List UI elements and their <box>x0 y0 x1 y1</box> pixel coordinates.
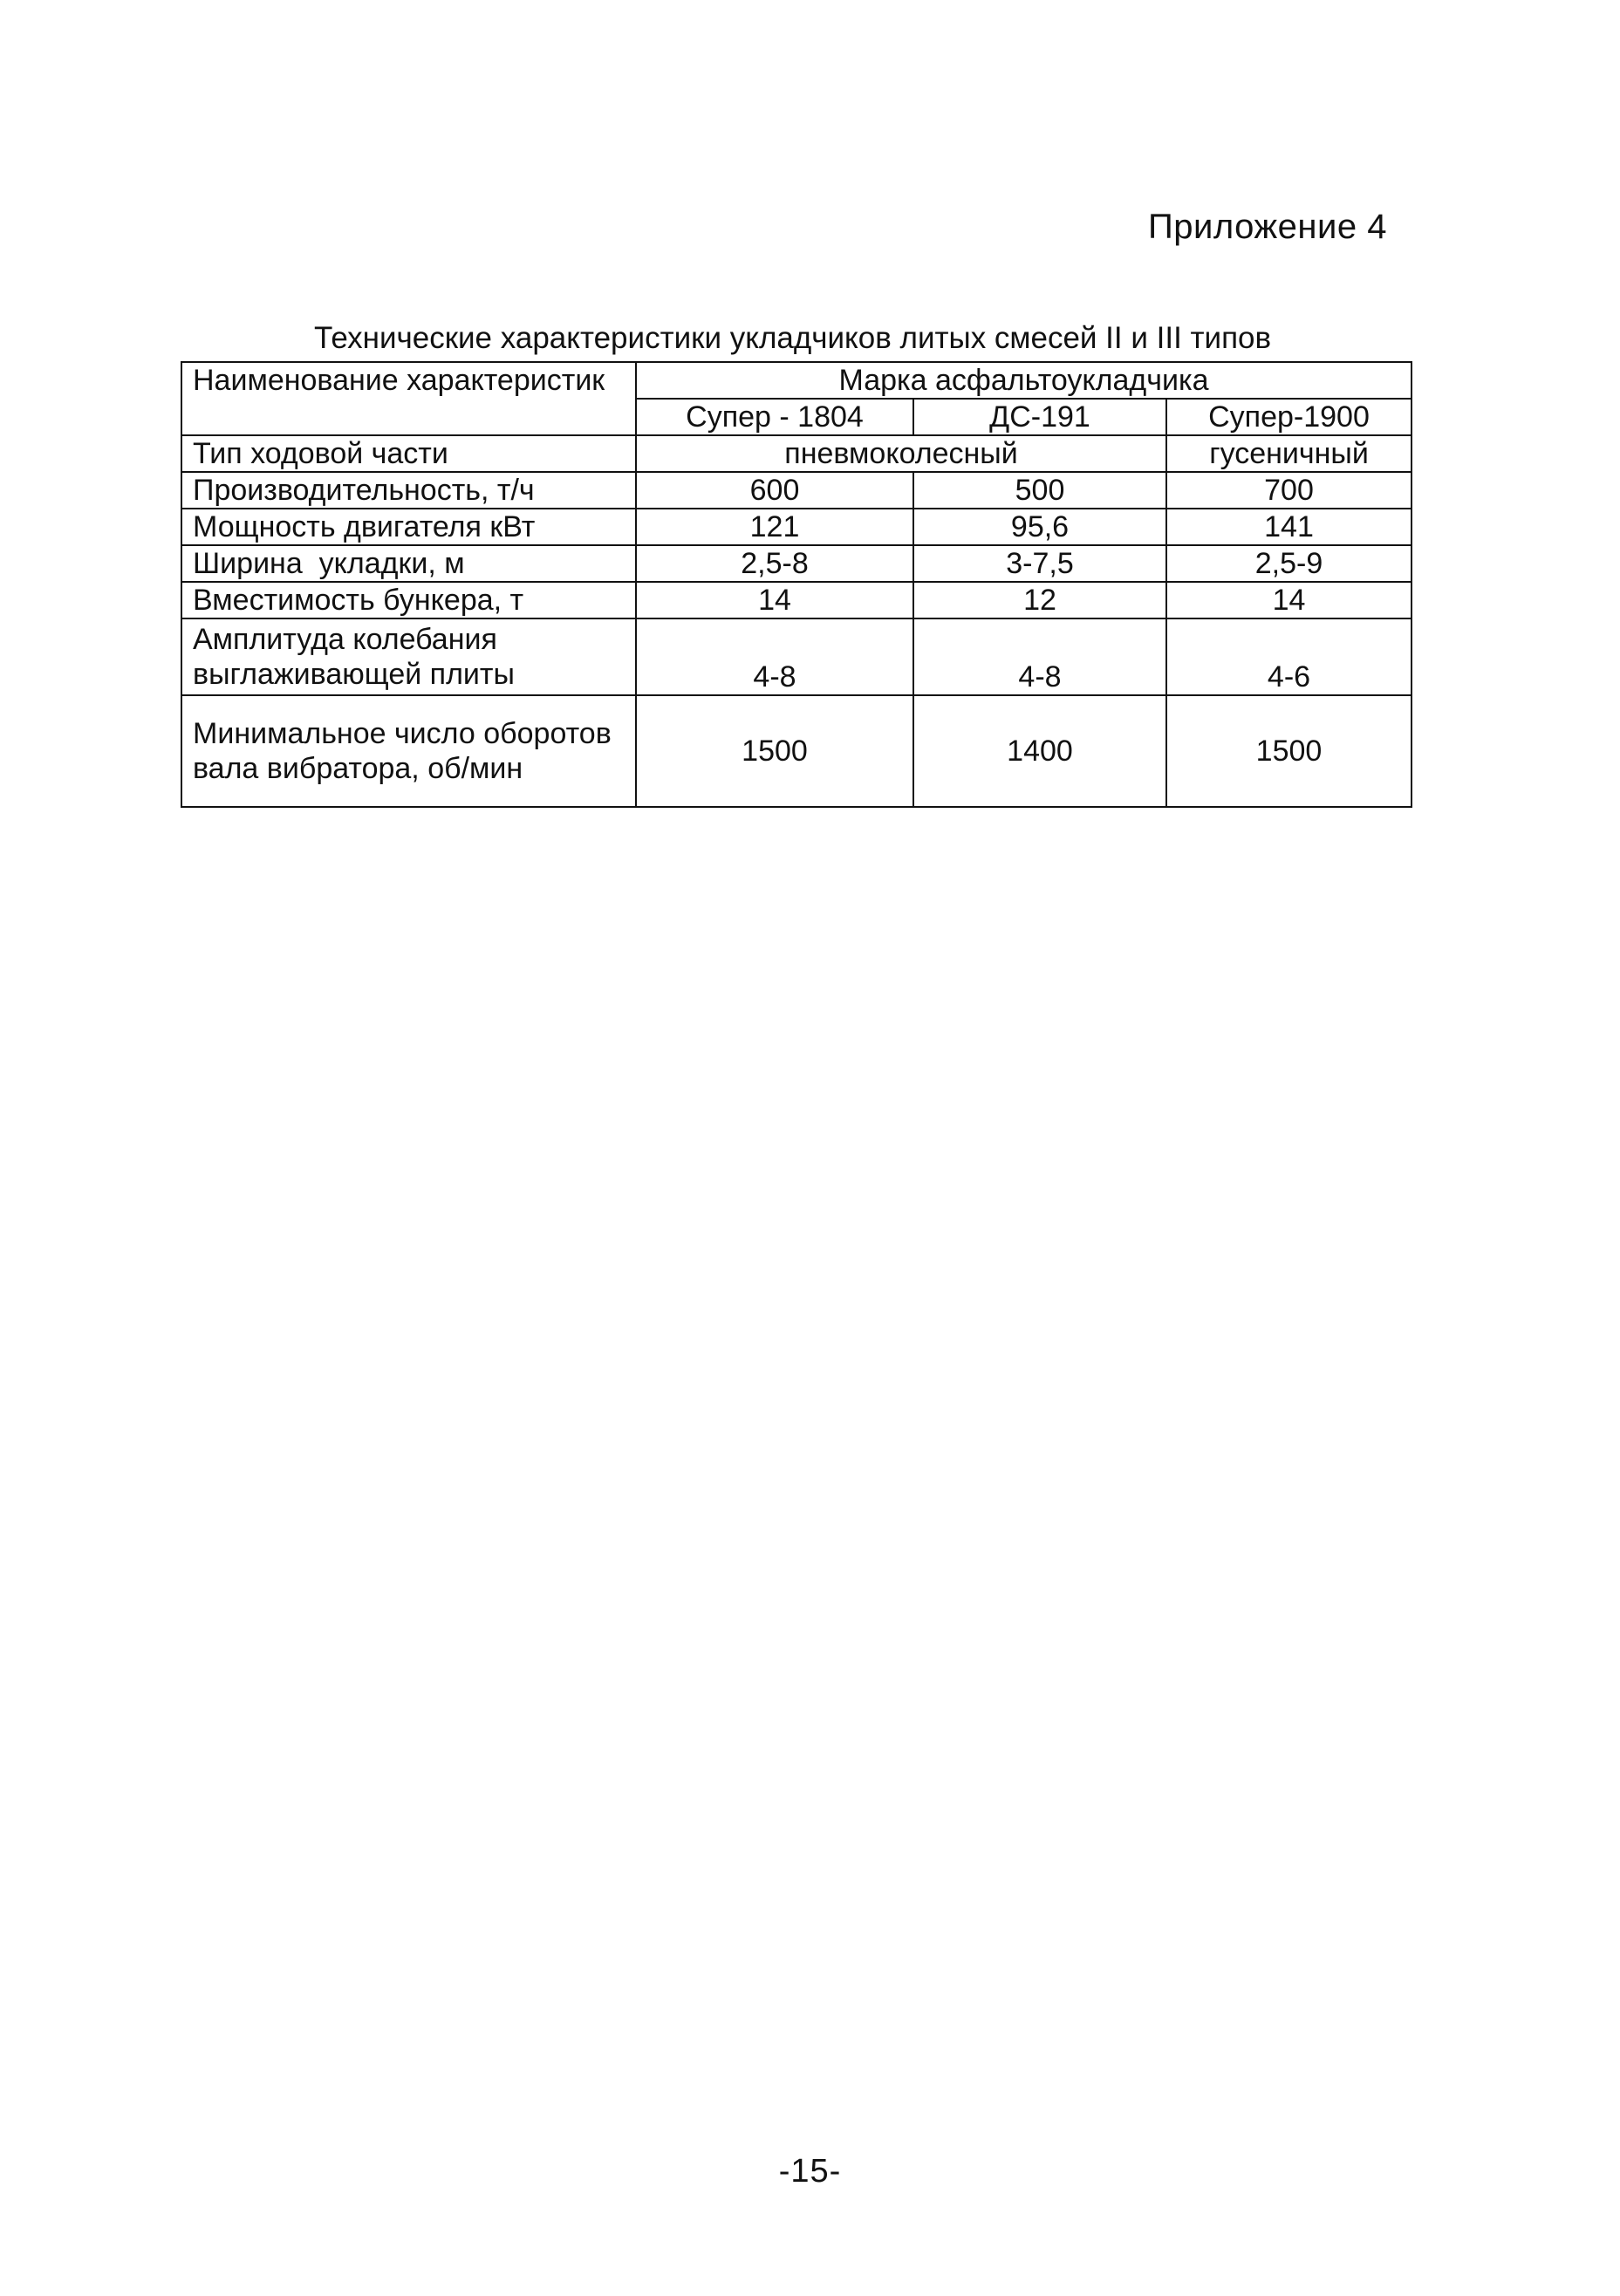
table-cell: 700 <box>1166 472 1412 509</box>
table-cell: 3-7,5 <box>913 545 1166 582</box>
table-cell: 2,5-9 <box>1166 545 1412 582</box>
table-cell: 500 <box>913 472 1166 509</box>
row-label: Ширина укладки, м <box>181 545 636 582</box>
table-row-chassis <box>181 435 1412 472</box>
table-cell: 600 <box>636 472 913 509</box>
table-title: Технические характеристики укладчиков литых смесей II и III типов <box>314 321 1272 355</box>
row-label: Амплитуда колебания выглаживающей плиты <box>181 618 636 695</box>
table-row <box>181 472 1412 509</box>
table-cell: 14 <box>636 582 913 618</box>
table-cell: 4-6 <box>1166 618 1412 695</box>
header-model-2: ДС-191 <box>913 399 1166 435</box>
row-label: Мощность двигателя кВт <box>181 509 636 545</box>
table-cell: 121 <box>636 509 913 545</box>
row-label: Минимальное число оборотов вала вибратора, об/мин <box>181 695 636 807</box>
cell-chassis-wheeled: пневмоколесный <box>636 435 1166 472</box>
table-cell: 1500 <box>1166 695 1412 807</box>
table-cell: 1400 <box>913 695 1166 807</box>
row-label: Тип ходовой части <box>181 435 636 472</box>
row-label: Производительность, т/ч <box>181 472 636 509</box>
header-name-column: Наименование характеристик <box>181 362 636 435</box>
header-model-1: Супер - 1804 <box>636 399 913 435</box>
page-number: -15- <box>778 2153 842 2190</box>
table-cell: 1500 <box>636 695 913 807</box>
table-row <box>181 695 1412 807</box>
cell-chassis-tracked: гусеничный <box>1166 435 1412 472</box>
table-cell: 4-8 <box>913 618 1166 695</box>
table-cell: 14 <box>1166 582 1412 618</box>
table-row <box>181 618 1412 695</box>
appendix-label: Приложение 4 <box>1148 208 1387 246</box>
table-cell: 141 <box>1166 509 1412 545</box>
table-cell: 2,5-8 <box>636 545 913 582</box>
header-brand-column: Марка асфальтоукладчика <box>636 362 1412 399</box>
table-cell: 95,6 <box>913 509 1166 545</box>
header-model-3: Супер-1900 <box>1166 399 1412 435</box>
table-row <box>181 545 1412 582</box>
table-cell: 4-8 <box>636 618 913 695</box>
table-row <box>181 582 1412 618</box>
table-cell: 12 <box>913 582 1166 618</box>
table-row <box>181 509 1412 545</box>
specifications-table <box>181 361 1412 808</box>
row-label: Вместимость бункера, т <box>181 582 636 618</box>
